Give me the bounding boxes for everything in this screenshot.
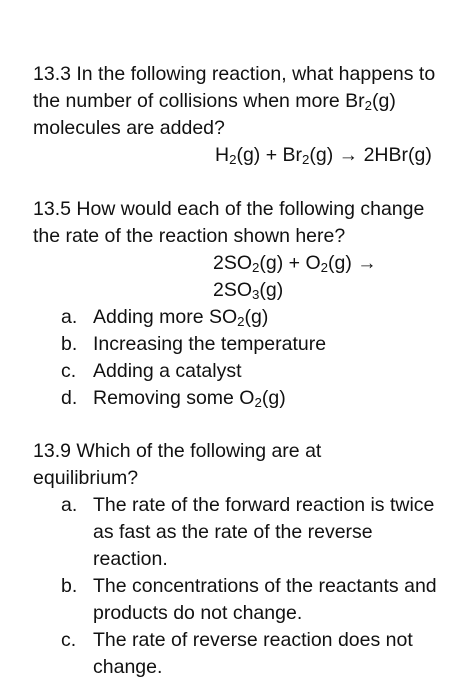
question-13-3-equation: $H_2(g) + Br_2(g) \to 2HBr(g)$ bbox=[215, 144, 432, 167]
list-item: d. Removing some $O_2(g)$ bbox=[61, 387, 286, 410]
question-13-3 bbox=[33, 61, 448, 169]
list-item: b. Increasing the temperature bbox=[61, 333, 327, 355]
question-13-5-equation-line-2: $2SO_3(g)$ bbox=[213, 279, 284, 302]
list-item: c. The rate of reverse reaction does not change. bbox=[61, 629, 413, 678]
question-13-5 bbox=[33, 196, 448, 412]
list-item: c. Adding a catalyst bbox=[61, 360, 242, 382]
question-13-5-equation-line-1: $2SO_2(g) + O_2(g)$ → bbox=[213, 252, 377, 275]
list-item: a. Adding more $SO_2(g)$ bbox=[61, 306, 269, 329]
question-13-9-text: 13.9 Which of the following are at equilibrium? bbox=[33, 440, 322, 489]
question-13-9-options bbox=[33, 492, 448, 681]
question-13-9 bbox=[33, 438, 448, 681]
list-item: a. The rate of the forward reaction is twice as fast as the rate of the reverse reaction. bbox=[61, 494, 435, 570]
question-13-5-options bbox=[33, 304, 448, 412]
question-13-5-text: 13.5 How would each of the following change the rate of the reaction shown here? bbox=[33, 198, 425, 247]
list-item: b. The concentrations of the reactants and products do not change. bbox=[61, 575, 437, 624]
question-13-3-text: 13.3 In the following reaction, what happens to the number of collisions when more $Br_2(g)$ molecules are added? bbox=[33, 63, 436, 139]
